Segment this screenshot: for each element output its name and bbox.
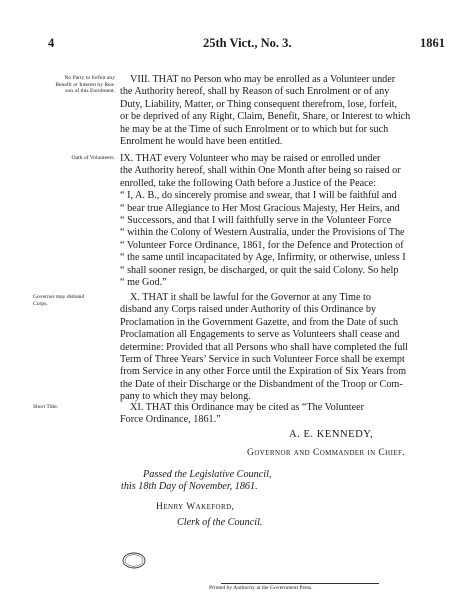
margin-note-line: Governor may disband	[33, 294, 85, 300]
text-line: Term of Three Years’ Service in such Volunteer Force shall be exempt	[120, 354, 405, 366]
text-line: from Service in any other Force until the Expiration of Six Years from	[120, 366, 407, 378]
section-text	[120, 74, 445, 148]
text-line: Enrolment he would have been entitled.	[120, 136, 283, 148]
running-header	[48, 36, 445, 52]
text-line: the Authority hereof, shall by Reason of such Enrolment or of any	[120, 86, 390, 98]
text-line: IX. THAT every Volunteer who may be raised or enrolled under	[120, 153, 381, 164]
text-line: “ Successors, and that I will faithfully serve in the Volunteer Force	[120, 215, 392, 227]
section-text	[120, 402, 445, 427]
page-number: 4	[48, 36, 55, 50]
text-line: he may be at the Time of such Enrolment or to which but for such	[120, 123, 389, 135]
text-line: Proclamation in the Government Gazette, and from the Date of such	[120, 316, 399, 328]
governor-name: A. E. KENNEDY,	[289, 429, 374, 440]
margin-note-line: Short Title.	[33, 404, 59, 410]
text-line: VIII. THAT no Person who may be enrolled as a Volunteer under	[130, 74, 396, 85]
text-line: Duty, Liability, Matter, or Thing consequent therefrom, lose, forfeit,	[120, 98, 398, 110]
passed-line-2: this 18th Day of November, 1861.	[121, 481, 258, 492]
text-line: “ I, A. B., do sincerely promise and swear, that I will be faithful and	[120, 190, 397, 202]
text-line: “ bear true Allegiance to Her Most Gracious Majesty, Her Heirs, and	[120, 202, 400, 214]
footer-rule	[221, 583, 379, 584]
margin-note-line: Corps.	[33, 300, 48, 307]
section-text	[120, 153, 445, 289]
text-line: or be deprived of any Right, Claim, Benefit, Share, or Interest to which	[120, 111, 411, 123]
text-line: the Date of their Discharge or the Disbandment of the Troop or Com-	[120, 378, 403, 390]
text-line: enrolled, take the following Oath before a Justice of the Peace:	[120, 177, 377, 189]
header-year: 1861	[420, 36, 445, 50]
clerk-name: Henry Wakeford,	[156, 501, 235, 512]
margin-note-line: Benefit or Interest by Rea-	[55, 81, 115, 88]
text-line: “ me God.”	[120, 277, 167, 289]
printer-imprint: Printed by Authority at the Government Press.	[209, 585, 313, 591]
margin-note	[33, 404, 115, 411]
text-line: Force Ordinance, 1861.”	[120, 414, 221, 426]
margin-note	[33, 294, 115, 307]
act-reference: 25th Vict., No. 3.	[203, 36, 292, 50]
margin-note	[33, 75, 115, 95]
margin-note	[33, 155, 115, 162]
margin-note-line: Oath of Volunteers.	[71, 155, 115, 161]
text-line: “ within the Colony of Western Australia, under the Provisions of The	[120, 227, 405, 239]
margin-note-line: No Party to forfeit any	[64, 75, 115, 81]
text-line: the Authority hereof, shall within One Month after being so raised or	[120, 165, 401, 177]
passed-line-1: Passed the Legislative Council,	[143, 469, 272, 480]
text-line: disband any Corps raised under Authority of this Ordinance by	[120, 304, 377, 316]
text-line: X. THAT it shall be lawful for the Governor at any Time to	[130, 292, 371, 303]
margin-note-line: son of this Enrolment.	[65, 88, 115, 95]
text-line: pany to which they may belong.	[120, 391, 251, 403]
seal-icon	[122, 552, 146, 569]
clerk-title: Clerk of the Council.	[177, 517, 263, 528]
text-line: “ Volunteer Force Ordinance, 1861, for the Defence and Protection of	[120, 239, 404, 251]
text-line: XI. THAT this Ordinance may be cited as “The Volunteer	[130, 402, 365, 413]
text-line: “ the same until incapacitated by Age, Infirmity, or otherwise, unless I	[120, 252, 406, 264]
text-line: determine: Provided that all Persons who shall have completed the full	[120, 341, 409, 353]
section-text	[120, 292, 445, 404]
text-line: Proclamation all Engagements to serve as Volunteers shall cease and	[120, 329, 400, 341]
text-line: “ shall sooner resign, be discharged, or quit the said Colony. So help	[120, 264, 399, 276]
governor-title: Governor and Commander in Chief.	[247, 447, 406, 458]
